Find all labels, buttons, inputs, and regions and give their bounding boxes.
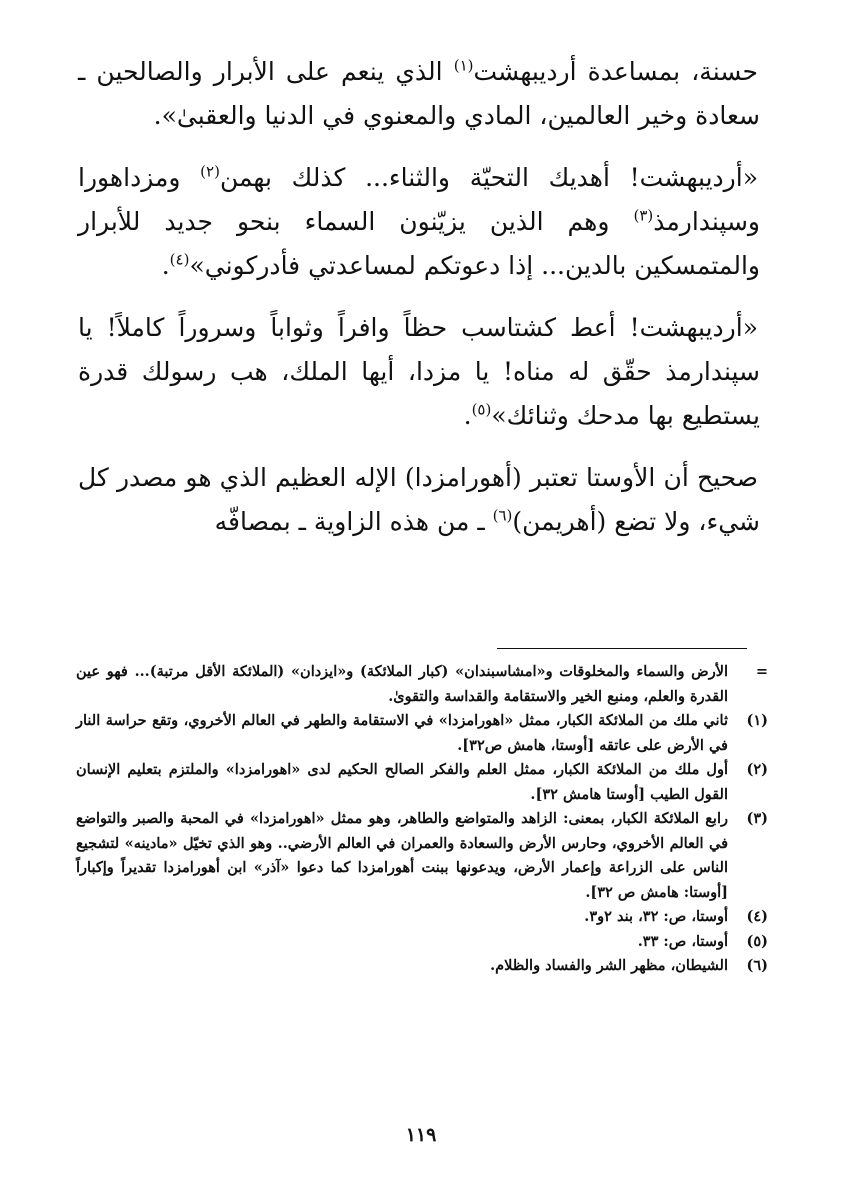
footnote-text: أوستا، ص: ٣٢، بند ٢و٣.: [584, 908, 728, 925]
footnote-number: =: [755, 663, 768, 680]
footnote-text: الشيطان، مظهر الشر والفساد والظلام.: [490, 957, 728, 974]
footnote: [76, 758, 768, 807]
body-text: [78, 50, 760, 562]
footnote-number: (١): [746, 712, 768, 729]
footnote-ref[interactable]: (٦): [492, 506, 513, 525]
paragraph-text: ـ من هذه الزاوية ـ بمصافّه: [214, 507, 493, 536]
footnote: [76, 930, 768, 955]
paragraph-text: ومزداهورا وسپندارمذ: [78, 163, 760, 236]
paragraph-text: الذي ينعم على الأبرار والصالحين ـ سعادة وخير العالمين، المادي والمعنوي في الدنيا والعقبىٰ».: [78, 57, 760, 130]
footnote-separator: [497, 648, 747, 649]
footnote: [76, 709, 768, 758]
paragraph: [78, 50, 760, 138]
footnote: [76, 660, 768, 709]
footnote-ref[interactable]: (٥): [471, 400, 492, 419]
paragraph: [78, 306, 760, 438]
page-number: ١١٩: [405, 1124, 437, 1146]
footnote-ref[interactable]: (٤): [169, 250, 190, 269]
paragraph-text: .: [161, 251, 170, 280]
footnote: [76, 807, 768, 905]
footnote-ref[interactable]: (٢): [200, 162, 220, 181]
footnote: [76, 954, 768, 979]
paragraph-text: صحيح أن الأوستا تعتبر (أهورامزدا) الإله العظيم الذي هو مصدر كل شيء، ولا تضع (أهريمن): [78, 463, 760, 536]
footnote-number: (٤): [746, 908, 768, 925]
paragraph-text: حسنة، بمساعدة أرديبهشت: [473, 57, 758, 86]
footnote-ref[interactable]: (١): [453, 56, 474, 75]
footnote-text: أول ملك من الملائكة الكبار، ممثل العلم والفكر الصالح الحكيم لدى «اهورامزدا» والملتزم بتعليم الإنسان القول الطيب [أوستا هامش ٣٢].: [76, 761, 728, 803]
footnote-text: الأرض والسماء والمخلوقات و«امشاسبندان» (كبار الملائكة) و«ايزدان» (الملائكة الأقل مرتبة)... فهو عين القدرة والعلم، ومنبع الخير والاستقامة والقداسة والتقوىٰ.: [76, 663, 728, 705]
footnote-text: ثاني ملك من الملائكة الكبار، ممثل «اهورامزدا» في الاستقامة والطهر في العالم الأخروي، وتقع حراسة النار في الأرض على عاتقه [أوستا، هامش ص٣٢].: [76, 712, 728, 754]
footnote-number: (٥): [746, 932, 768, 950]
footnote-number: (٣): [746, 810, 768, 827]
paragraph-text: .: [463, 401, 472, 430]
paragraph: [78, 156, 760, 288]
footnote-number: (٢): [746, 761, 768, 778]
paragraph-text: وهم الذين يزيّنون السماء بنحو جديد للأبرار والمتمسكين بالدين... إذا دعوتكم لمساعدتي فأدركوني»: [78, 207, 760, 280]
footnote-ref[interactable]: (٣): [633, 206, 654, 225]
footnote: [76, 905, 768, 930]
paragraph-text: «أرديبهشت! أهديك التحيّة والثناء... كذلك بهمن: [219, 163, 758, 192]
footnotes: [76, 660, 768, 979]
paragraph-text: «أرديبهشت! أعط كشتاسب حظاً وافراً وثواباً وسروراً كاملاً! يا سپندارمذ حقّق له مناه! يا مزدا، أيها الملك، هب رسولك قدرة يستطيع بها مدحك وثنائك»: [78, 313, 760, 430]
footnote-number: (٦): [746, 957, 768, 974]
paragraph: [78, 456, 760, 544]
footnote-text: رابع الملائكة الكبار، بمعنى: الزاهد والمتواضع والطاهر، وهو ممثل «اهورامزدا» في المحبة والصبر والتواضع في العالم الأخروي، وحارس الأرض والسعادة والعمران في العالم الأرضي.. وهو الذي تخيّل «مادينه» لتشجيع الناس على الزراعة وإعمار الأرض، ويدعونها ببنت أهورامزدا كما دعوا «آذر» ابن أهورامزدا تقديراً وإكباراً [أوستا: هامش ص ٣٢].: [76, 810, 728, 901]
footnote-text: أوستا، ص: ٣٣.: [637, 932, 728, 950]
